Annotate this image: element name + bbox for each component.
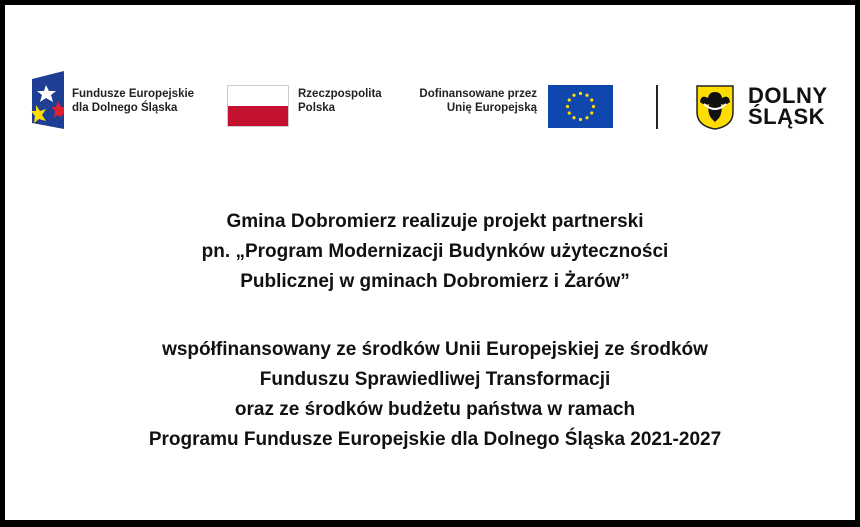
fe-line1: Fundusze Europejskie [72,88,195,100]
ds-line1: DOLNY [748,83,828,108]
project-line: Publicznej w gminach Dobromierz i Żarów” [240,271,630,292]
polish-flag-icon [227,85,289,127]
fe-logo-text [72,87,194,115]
funding-line: współfinansowany ze środków Unii Europejskiej ze środków [162,339,708,360]
dolny-slask-coat-of-arms-icon [695,84,735,130]
eu-flag-icon [548,85,613,128]
eu-star [590,98,593,101]
eu-star [579,92,582,95]
eu-star [585,116,588,119]
project-line: pn. „Program Modernizacji Budynków użyteczności [201,241,669,262]
rp-line1: Rzeczpospolita [298,88,382,100]
dolny-slask-logo-text [748,85,828,127]
ds-line2: ŚLĄSK [748,104,826,129]
eu-line1: Dofinansowane przez [419,88,537,100]
funding-line: Funduszu Sprawiedliwej Transformacji [259,369,611,390]
funding-paragraph [5,335,860,455]
project-paragraph [5,207,860,297]
funding-line: oraz ze środków budżetu państwa w ramach [234,399,636,420]
eu-star [585,94,588,97]
project-line: Gmina Dobromierz realizuje projekt partnerski [226,211,644,232]
rp-logo-text [298,87,382,115]
eu-logo-text [405,87,537,115]
funding-line: Programu Fundusze Europejskie dla Dolnego Śląska 2021-2027 [148,429,722,450]
eu-star [566,105,569,108]
eu-star [579,118,582,121]
document-page [5,5,855,520]
eu-star [590,111,593,114]
eu-star [572,116,575,119]
eu-star [568,111,571,114]
eu-star [572,94,575,97]
rp-line2: Polska [298,102,336,114]
fe-line2: dla Dolnego Śląska [72,102,178,114]
eu-line2: Unię Europejską [446,102,537,114]
eu-star [568,98,571,101]
fe-logo-icon [30,71,66,129]
eu-star [592,105,595,108]
logo-separator [656,85,658,129]
